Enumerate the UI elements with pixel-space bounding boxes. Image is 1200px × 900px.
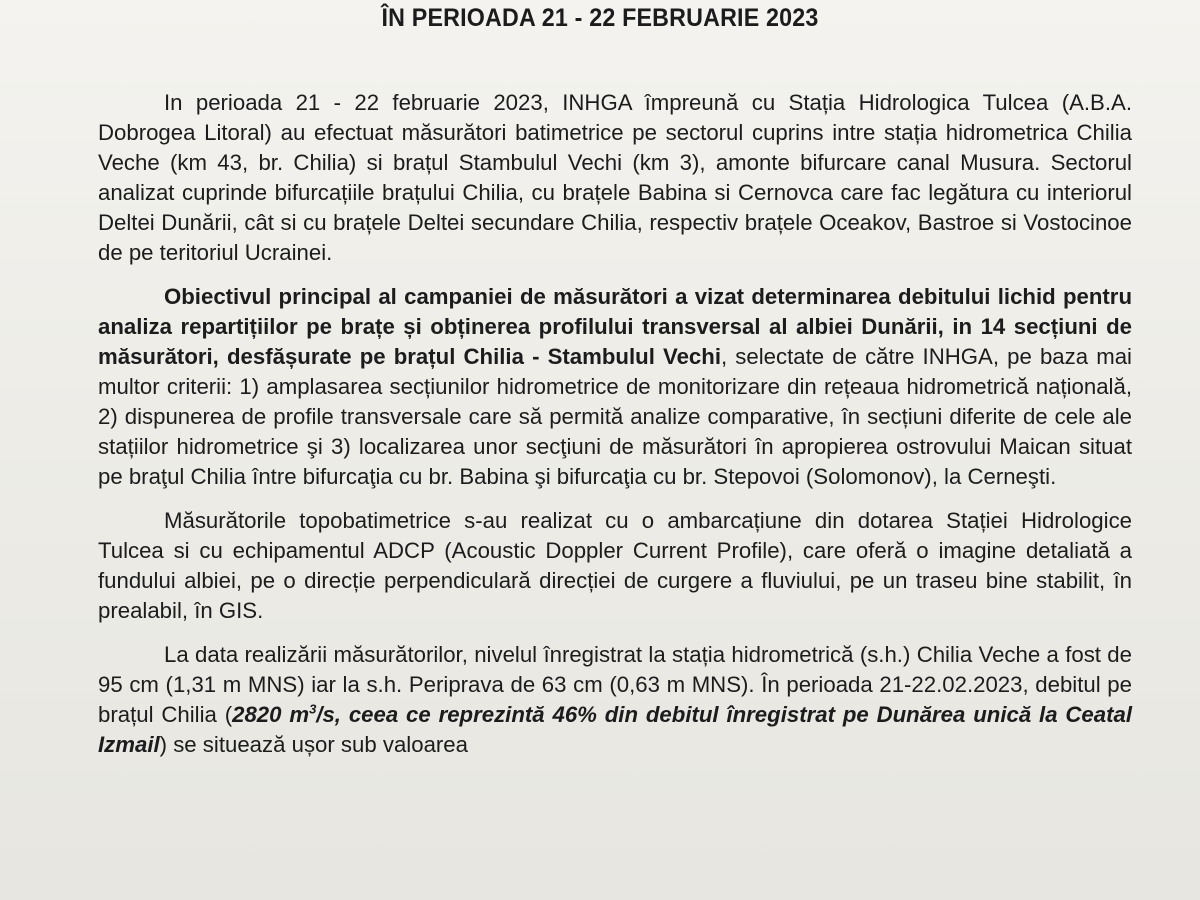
levels-text-c: ) se situează ușor sub valoarea: [159, 732, 468, 757]
document-body: [98, 88, 1132, 774]
objective-rest-text: , selectate de către INHGA, pe baza mai multor criterii: 1) amplasarea secțiunilor hidrometrice de monitorizare din rețeaua hidrometrică națională, 2) dispunerea de profile transversale care să permită analize comparative, în secțiuni diferite de cele ale stațiilor hidrometrice şi 3) localizarea unor secţiuni de măsurători în apropierea ostrovului Maican situat pe braţul Chilia între bifurcaţia cu br. Babina şi bifurcaţia cu br. Stepovoi (Solomonov), la Cerneşti.: [98, 344, 1132, 489]
discharge-value: 2820 m: [232, 702, 310, 727]
discharge-unit-superscript: 3: [309, 701, 317, 717]
document-title: ÎN PERIOADA 21 - 22 FEBRUARIE 2023: [381, 4, 819, 32]
levels-text-a: La data realizării măsurătorilor, nivelul înregistrat la stația hidrometrică (s.h.) Chilia Veche a fost de 95 cm (1,31 m MNS) iar la s.h. Periprava de 63 cm (0,63 m MNS). În perioada 21-22.02.2023, debitul pe brațul Chilia (: [98, 642, 1132, 727]
objective-bold-text: Obiectivul principal al campaniei de măsurători a vizat determinarea debitului lichid pentru analiza repartițiilor pe brațe și obținerea profilului transversal al albiei Dunării, in 14 secțiuni de măsurători, desfășurate pe brațul Chilia - Stambulul Vechi: [98, 284, 1132, 369]
paragraph-objective: [98, 282, 1132, 492]
paragraph-intro: In perioada 21 - 22 februarie 2023, INHGA împreună cu Stația Hidrologica Tulcea (A.B.A. Dobrogea Litoral) au efectuat măsurători batimetrice pe sectorul cuprins intre stația hidrometrica Chilia Veche (km 43, br. Chilia) si brațul Stambulul Vechi (km 3), amonte bifurcare canal Musura. Sectorul analizat cuprinde bifurcațiile brațului Chilia, cu brațele Babina si Cernovca care fac legătura cu interiorul Deltei Dunării, cât si cu brațele Deltei secundare Chilia, respectiv brațele Oceakov, Bastroe si Vostocinoe de pe teritoriul Ucrainei.: [98, 90, 1132, 265]
paragraph-methods: Măsurătorile topobatimetrice s-au realizat cu o ambarcațiune din dotarea Stației Hidrologice Tulcea si cu echipamentul ADCP (Acoustic Doppler Current Profile), care oferă o imagine detaliată a fundului albiei, pe o direcție perpendiculară direcției de curgere a fluviului, pe un traseu bine stabilit, în prealabil, în GIS.: [98, 508, 1132, 623]
paragraph-levels: [98, 640, 1132, 760]
discharge-share-text: /s, ceea ce reprezintă 46% din debitul înregistrat pe Dunărea unică la Ceatal Izmail: [98, 702, 1132, 757]
